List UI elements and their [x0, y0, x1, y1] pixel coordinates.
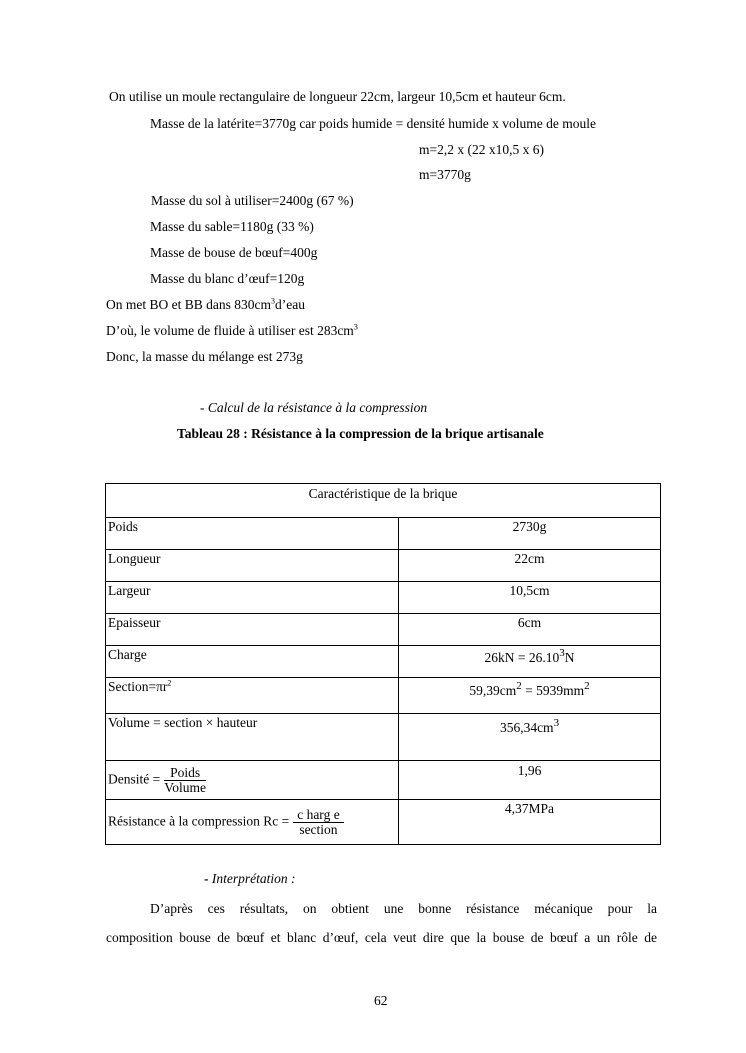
table-header-row: [106, 484, 661, 518]
calc-line-1: m=2,2 x (22 x10,5 x 6): [419, 142, 544, 157]
table-title: Tableau 28 : Résistance à la compression de la brique artisanale: [177, 426, 544, 441]
paragraph-line-2: composition bouse de bœuf et blanc d’œuf, cela veut dire que la bouse de bœuf a un rôle de: [106, 930, 657, 945]
row-label: Densité = $\frac{\text{Poids}}{\text{Volume}}$: [106, 761, 399, 800]
mix-mass-text: Donc, la masse du mélange est 273g: [106, 349, 303, 364]
row-label: Largeur: [106, 582, 399, 614]
mass-dung-text: Masse de bouse de bœuf=400g: [150, 245, 318, 260]
mass-sand-text: Masse du sable=1180g (33 %): [150, 219, 314, 234]
paragraph-line-1: D’après ces résultats, on obtient une bonne résistance mécanique pour la: [150, 901, 657, 916]
page-number: 62: [374, 993, 388, 1008]
table-row: [106, 678, 661, 714]
row-label: Epaisseur: [106, 614, 399, 646]
mass-laterite-text: Masse de la latérite=3770g car poids humide = densité humide x volume de moule: [150, 116, 596, 131]
resistance-fraction: $\frac{\text{c harg e}}{\text{section}}$: [293, 808, 343, 837]
table-row: [106, 518, 661, 550]
row-value: $356,34cm^3$: [399, 714, 661, 761]
row-value: 10,5cm: [399, 582, 661, 614]
table-row: [106, 582, 661, 614]
row-value: $26kN = 26.10^3N$: [399, 646, 661, 678]
calc-heading: - Calcul de la résistance à la compression: [200, 400, 428, 415]
row-value: 1,96: [399, 761, 661, 800]
row-value: 2730g: [399, 518, 661, 550]
table-row: [106, 761, 661, 800]
calc-line-2: m=3770g: [419, 167, 471, 182]
table-row: [106, 714, 661, 761]
brick-properties-table: [105, 483, 661, 845]
row-label: Charge: [106, 646, 399, 678]
table-header: Caractéristique de la brique: [106, 484, 661, 518]
mass-egg-text: Masse du blanc d’œuf=120g: [150, 271, 305, 286]
table-row: [106, 614, 661, 646]
row-label: Volume = section × hauteur: [106, 714, 399, 761]
row-label: $Section=\pi r^2$: [106, 678, 399, 714]
table-row: [106, 550, 661, 582]
table-row: [106, 646, 661, 678]
row-value: 4,37MPa: [399, 800, 661, 845]
mass-soil-text: Masse du sol à utiliser=2400g (67 %): [151, 193, 354, 208]
table-row: [106, 800, 661, 845]
fluid-volume-text: D’où, le volume de fluide à utiliser est $283cm^3$: [106, 322, 358, 338]
density-fraction: $\frac{\text{Poids}}{\text{Volume}}$: [164, 764, 206, 795]
row-label: Longueur: [106, 550, 399, 582]
row-value: 22cm: [399, 550, 661, 582]
row-value: $59,39cm^2 = 5939mm^2$: [399, 678, 661, 714]
interpretation-heading: - Interprétation :: [204, 871, 296, 886]
row-value: 6cm: [399, 614, 661, 646]
intro-text: On utilise un moule rectangulaire de longueur 22cm, largeur 10,5cm et hauteur 6cm.: [109, 89, 566, 104]
row-label: Poids: [106, 518, 399, 550]
row-label: Résistance à la compression Rc = $\frac{\text{c harg e}}{\text{section}}$: [106, 800, 399, 845]
bo-bb-text: On met BO et BB dans $830cm^3d’eau$: [106, 296, 305, 312]
